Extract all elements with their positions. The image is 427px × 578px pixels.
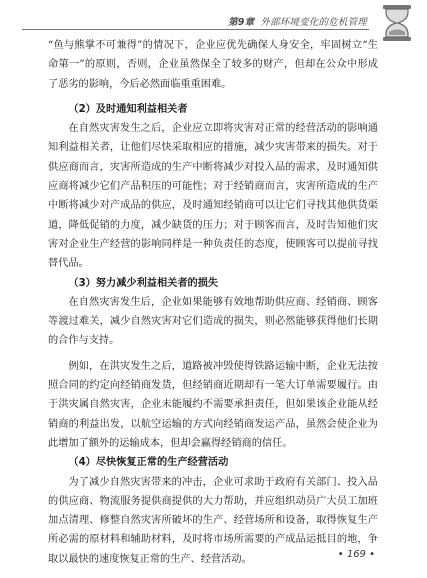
section-heading: （3）努力减少利益相关者的损失: [68, 277, 219, 289]
section-heading: （4）尽快恢复正常的生产经营活动: [68, 457, 229, 469]
hourglass-icon: [377, 2, 417, 44]
paragraph: 例如，在洪灾发生之后，道路被冲毁使得铁路运输中断，企业无法按照合同的约定向经销商发货，但经销商近期却有一笔大订单需要履行。由于洪灾属自然灾害，企业未能履约不需要承担责任，但如果该企业能从经销商的利益出发，以航空运输的方式向经销商发运产品，虽然会使企业为此增加了额外的运输成本，但却会赢得经销商的信任。: [48, 360, 378, 449]
paragraph: 为了减少自然灾害带来的冲击，企业可求助于政府有关部门、投入品的供应商、物流服务提供商提供的大力帮助，并应组织动员广大员工加班加点清理、修整自然灾害所破坏的生产、经营场所和设备，取得恢复生产所必需的原材料和辅助材料，及时将市场所需要的产成品运抵目的地，争取以最快的速度恢复正常的生产、经营活动。: [48, 476, 378, 565]
page-content: [48, 36, 378, 569]
chapter-label: 第9章: [228, 17, 255, 28]
page-number: • 169 •: [337, 549, 375, 560]
paragraph: 在自然灾害发生后，企业如果能够有效地帮助供应商、经销商、顾客等渡过难关，减少自然灾害对它们造成的损失，则必然能够获得他们长期的合作与支持。: [48, 296, 378, 347]
header-rule: [22, 29, 369, 30]
paragraph: “鱼与熊掌不可兼得”的情况下，企业应优先确保人身安全，牢固树立“生命第一”的原则，否则，企业虽然保全了较多的财产，但却在公众中形成了恶劣的影响，今后必然面临重重困难。: [48, 40, 378, 90]
section-heading: （2）及时通知利益相关者: [68, 103, 188, 115]
chapter-title: 外部环境变化的危机管理: [260, 17, 367, 28]
running-head: [228, 14, 367, 28]
paragraph: 在自然灾害发生之后，企业应立即将灾害对正常的经营活动的影响通知利益相关者，让他们尽快采取相应的措施，减少灾害带来的损失。对于供应商而言，灾害所造成的生产中断将减少对投入品的需求，及时通知供应商将减少它们产品积压的可能性；对于经销商而言，灾害所造成的生产中断将减少对产成品的供应，及时通知经销商可以让它们寻找其他供货渠道，降低促销的力度，减少缺货的压力；对于顾客而言，及时告知他们灾害对企业生产经营的影响同样是一种负责任的态度，使顾客可以提前寻找替代品。: [48, 123, 378, 270]
